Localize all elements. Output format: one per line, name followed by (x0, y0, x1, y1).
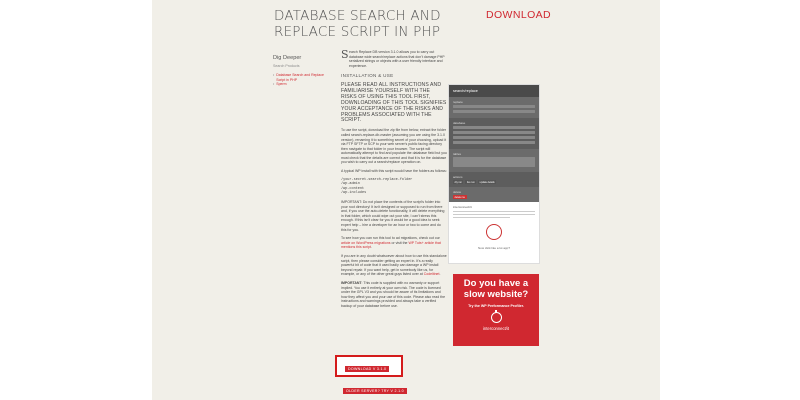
warning-text: PLEASE READ ALL INSTRUCTIONS AND FAMILIARISE YOURSELF WITH THE RISKS OF USING THIS TOOL FIRST, DOWNLOADING OF THIS TOOL SIGNIFIES YOUR ACCEPTANCE OF THE RISKS AND PROBLEMS ASSOCIATED WITH THE SCRIPT. (341, 81, 447, 124)
ad-brand: interconnect/it (482, 326, 510, 331)
intro-paragraph (341, 50, 447, 68)
instructions-paragraph: To use the script, download the zip file from below, extract the folder called search-replace-db-master (assuming you are using the 3.1.0 version), renaming it to something secret of your choosing, upload it via FTP SFTP or SCP to your web server's public facing directory then navigate to that folder in your browser. The script will automatically attempt to find and populate the database field but you must check that the details are correct and that it is for the database you wish to carry out a search/replace operation on. (341, 128, 447, 165)
screenshot-header: search/replace (449, 85, 539, 97)
folder-item: /wp-admin (341, 182, 360, 187)
sidebar-nav (273, 73, 333, 87)
page-title-line-1: DATABASE SEARCH AND (274, 8, 441, 24)
migrations-paragraph: To see how you can run this tool to ad migrations, check out our article on WordPress migrations or visit the WP Tuts+ article that mentions this script. (341, 236, 441, 250)
screenshot-actions-panel: actions dry run live run update details (449, 172, 539, 187)
intro-text: earch Replace DB version 3.1.0 allows you to carry out database wide search/replace actions that don't damage PHP serialized strings or objects with a user friendly interface and experience. (349, 50, 445, 68)
main-content (341, 50, 447, 313)
migrations-article-link[interactable]: article on WordPress migrations (341, 240, 391, 245)
wptuts-article-link[interactable]: WP Tuts+ article that mentions this script (341, 240, 441, 250)
codeltinet-link[interactable]: Codeltinet (423, 272, 440, 277)
installation-heading: INSTALLATION & USE (341, 73, 394, 79)
app-screenshot (448, 84, 540, 264)
folder-item: /wp-content (341, 186, 365, 191)
screenshot-database-panel: database (449, 118, 539, 149)
sidebar-item-search-replace[interactable] (273, 73, 333, 82)
older-server-download-button[interactable]: OLDER SERVER? TRY V 2.1.0 (343, 388, 407, 394)
screenshot-footer: interconnect/it Now click like a lot app? (449, 202, 539, 253)
download-link-header[interactable]: DOWNLOAD (486, 9, 552, 21)
ad-headline: Do you have a slow website? (463, 278, 529, 300)
screenshot-brand: interconnect/it (453, 205, 472, 209)
warranty-paragraph: IMPORTANT: This code is supplied with no warranty or support implied. You use it entirely at your own risk. The code is licensed under the GPL V3 and you should be aware of its limitations and how they affect you and your use of this code. Please also read the instructions and warnings provided and always take a verified backup of your database before use. (341, 280, 446, 308)
sidebar-item-sperm[interactable] (273, 82, 333, 87)
performance-profiler-ad[interactable] (453, 274, 539, 346)
sidebar-item-label: Sperm (276, 82, 287, 87)
bullet-icon: • (273, 73, 275, 77)
page-title-line-2: REPLACE SCRIPT IN PHP (274, 24, 441, 40)
dropcap-letter: S (341, 48, 349, 61)
site-tagline[interactable]: Search Products (273, 64, 300, 68)
sidebar-item-label: Database Search and Replace Script in PHP (276, 73, 324, 82)
expert-help-paragraph: If you are in any doubt whatsoever about how to use this standalone script, then please consider getting an expert in. It's a really powerful bit of code that it used badly can damage a WP install beyond repair. If you want help, get in somebody like us, for example, or any of the other great guys listed over at Codeltinet. (341, 253, 447, 277)
site-brand[interactable]: Dig Deeper (273, 55, 302, 61)
folder-item: /your-secret-search-replace-folder (341, 177, 413, 182)
folders-intro: A typical WP install with this script would have the folders as follows: (341, 169, 447, 174)
ad-subline: Try the WP Performance Profiler. (468, 304, 524, 308)
folder-list (341, 178, 447, 196)
power-icon (491, 312, 502, 323)
download-highlight-box (335, 355, 403, 377)
bullet-icon: • (273, 82, 275, 87)
important-root-paragraph: IMPORTANT: Do not place the contents of the script's folder into your root directory! It isn't designed or supposed to run from there and, if you use the auto-delete functionality, it will delete everything in that folder, which could wipe out your site, I can't stress this enough. If this isn't clear for you it would be a good idea to seek expert help – hire a developer for an hour or two to come and do this for you. (341, 200, 445, 232)
screenshot-tables-panel: tables (449, 149, 539, 172)
download-button[interactable]: DOWNLOAD V 3.1.0 (345, 366, 389, 372)
logo-icon (486, 224, 502, 240)
page-title (274, 8, 474, 40)
screenshot-replace-panel: replace (449, 97, 539, 118)
folder-item: /wp-includes (341, 191, 367, 196)
screenshot-delete-panel: delete delete me (449, 187, 539, 202)
